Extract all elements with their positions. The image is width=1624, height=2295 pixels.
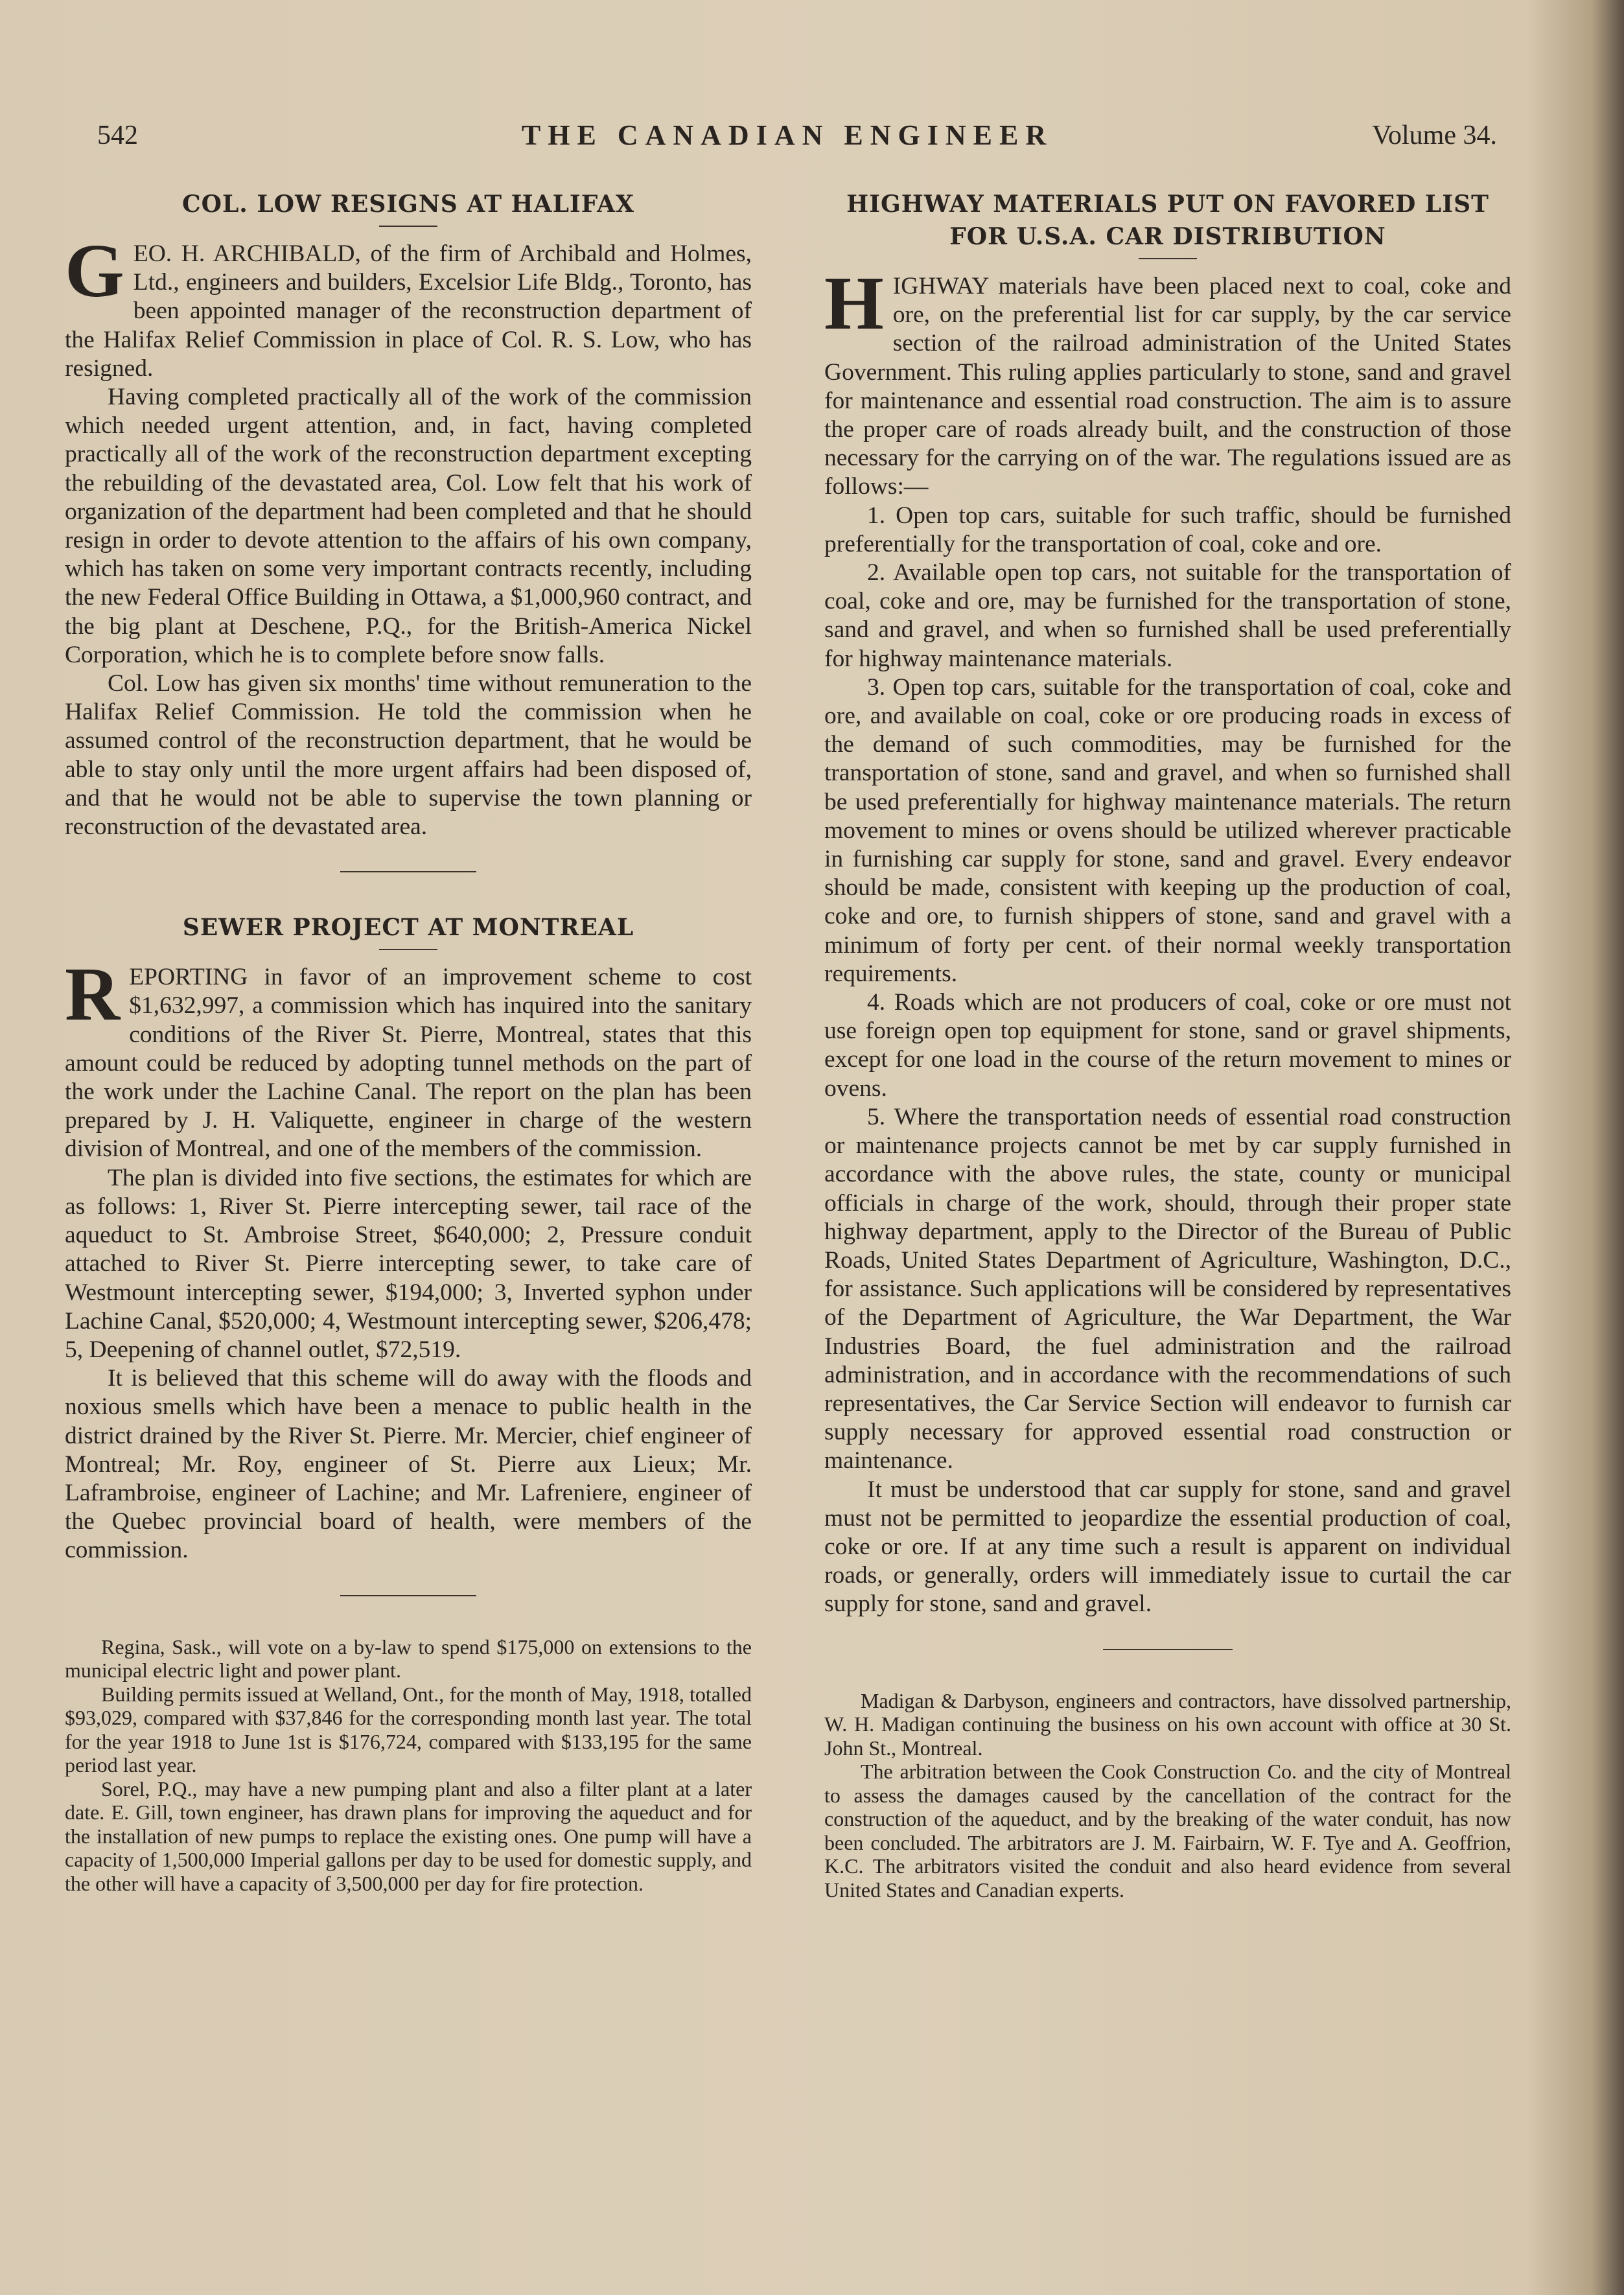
section-divider (1103, 1649, 1233, 1650)
article-low-resigns (65, 188, 752, 841)
news-note: The arbitration between the Cook Construction Co. and the city of Montreal to assess the damages caused by the cancellation of the contract for the construction of the aqueduct, and by the breaking of the water conduit, has now been concluded. The arbitrators are J. M. Fairbairn, W. F. Tye and A. Geoffrion, K.C. The arbitrators visited the conduit and also heard evidence from several United States and Canadian experts. (824, 1760, 1511, 1902)
article-paragraph: It is believed that this scheme will do away with the floods and noxious smells which have been a menace to public health in the district drained by the River St. Pierre. Mr. Mercier, chief engineer of Montreal; Mr. Roy, engineer of St. Pierre aux Lieux; Mr. Laframbroise, engineer of Lachine; and Mr. Lafreniere, engineer of the Quebec provincial board of health, were members of the commission. (65, 1365, 752, 1564)
article-paragraph: HIGHWAY materials have been placed next to coal, coke and ore, on the preferential list for car supply, by the car service section of the railroad administration of the United States Government. This ruling applies particularly to stone, sand and gravel for maintenance and essential road construction. The aim is to assure the proper care of roads already built, and the construction of those necessary for the carrying on of the war. The regulations issued are as follows:— (824, 261, 1511, 500)
section-divider (340, 871, 476, 872)
volume-label: Volume 34. (1372, 121, 1497, 150)
news-note: Building permits issued at Welland, Ont., for the month of May, 1918, totalled $93,029, compared with $37,846 for the corresponding month last year. The total for the year 1918 to June 1st is $176,724, compared with $133,195 for the same period last year. (65, 1682, 752, 1777)
running-header (78, 113, 1497, 159)
section-divider (340, 1595, 476, 1596)
news-note: Madigan & Darbyson, engineers and contractors, have dissolved partnership, W. H. Madigan continuing the business on his own account with office at 30 St. John St., Montreal. (824, 1688, 1511, 1760)
title-rule (379, 949, 437, 950)
regulation-item: 3. Open top cars, suitable for the transportation of coal, coke and ore, and available on coal, coke or ore producing roads in excess of the demand of such commodities, may be furnished for the transportation of stone, sand and gravel, and when so furnished shall be used preferentially for highway maintenance materials. The return movement to mines or ovens should be utilized wherever practicable in furnishing car supply for stone, sand and gravel. Every endeavor should be made, consistent with keeping up the production of coal, coke and ore, to furnish shippers of stone, sand and gravel with a minimum of forty per cent. of their normal weekly transportation requirements. (824, 673, 1511, 987)
page-number: 542 (97, 121, 138, 150)
news-note: Sorel, P.Q., may have a new pumping plant and also a filter plant at a later date. E. Gill, town engineer, has drawn plans for improving the aqueduct and for the installation of new pumps to replace the existing ones. One pump will have a capacity of 1,500,000 Imperial gallons per day to be used for domestic supply, and the other will have a capacity of 3,500,000 per day for fire protection. (65, 1777, 752, 1895)
article-paragraph: REPORTING in favor of an improvement scheme to cost $1,632,997, a commission which has inquired into the sanitary conditions of the River St. Pierre, Montreal, states that this amount could be reduced by adopting tunnel methods on the part of the work under the Lachine Canal. The report on the plan has been prepared by J. H. Valiquette, engineer in charge of the western division of Montreal, and one of the members of the commission. (65, 951, 752, 1163)
news-note: Regina, Sask., will vote on a by-law to spend $175,000 on extensions to the municipal electric light and power plant. (65, 1635, 752, 1683)
regulation-item: 1. Open top cars, suitable for such traffic, should be furnished preferentially for the transportation of coal, coke and ore. (824, 502, 1511, 557)
article-highway-materials (824, 188, 1511, 1619)
article-sewer-project (65, 911, 752, 1565)
regulation-item: 5. Where the transportation needs of essential road construction or maintenance projects cannot be met by car supply furnished in accordance with the above rules, the state, county or municipal officials in charge of the work, should, through their proper state highway department, apply to the Director of the Bureau of Public Roads, United States Department of Agriculture, Washington, D.C., for assistance. Such applications will be considered by representatives of the Department of Agriculture, the War Department, the War Industries Board, the fuel administration and the railroad administration, and in accordance with the recommendations of such representatives, the Car Service Section will endeavor to furnish car supply necessary for approved essential road construction or maintenance. (824, 1103, 1511, 1474)
title-rule (379, 226, 437, 227)
regulation-item: 4. Roads which are not producers of coal, coke or ore must not use foreign open top equipment for stone, sand or gravel shipments, except for one load in the course of the return movement to mines or ovens. (824, 989, 1511, 1102)
left-column (65, 188, 752, 1895)
journal-title: THE CANADIAN ENGINEER (521, 119, 1054, 151)
article-paragraph: The plan is divided into five sections, the estimates for which are as follows: 1, River St. Pierre intercepting sewer, tail race of the aqueduct to St. Ambroise Street, $640,000; 2, Pressure conduit attached to River St. Pierre intercepting sewer, to take care of Westmount intercepting sewer, $194,000; 3, Inverted syphon under Lachine Canal, $520,000; 4, Westmount intercepting sewer, $206,478; 5, Deepening of channel outlet, $72,519. (65, 1164, 752, 1363)
article-paragraph: Col. Low has given six months' time without remuneration to the Halifax Relief Commission. He told the commission when he assumed control of the reconstruction department, that he would be able to stay only until the more urgent affairs had been disposed of, and that he would not be able to supervise the town planning or reconstruction of the devastated area. (65, 670, 752, 841)
article-title: HIGHWAY MATERIALS PUT ON FAVORED LIST FOR U.S.A. CAR DISTRIBUTION (846, 191, 1489, 250)
news-notes-right (824, 1689, 1511, 1902)
drop-cap: G (65, 228, 124, 313)
article-title: SEWER PROJECT AT MONTREAL (182, 914, 634, 942)
regulation-item: 2. Available open top cars, not suitable for the transportation of coal, coke and ore, may be furnished for the transportation of stone, sand and gravel, and when so furnished shall be used preferentially for highway maintenance materials. (824, 559, 1511, 672)
news-notes-left (65, 1635, 752, 1896)
article-title: COL. LOW RESIGNS AT HALIFAX (181, 191, 635, 218)
drop-cap: H (824, 261, 884, 345)
article-paragraph: It must be understood that car supply for stone, sand and gravel must not be permitted to jeopardize the essential production of coal, coke or ore. If at any time such a result is apparent on individual roads, or generally, orders will immediately issue to curtail the car supply for stone, sand and gravel. (824, 1476, 1511, 1618)
drop-cap: R (65, 951, 121, 1037)
title-rule (1139, 258, 1197, 259)
article-paragraph: Having completed practically all of the work of the commission which needed urgent attention, and, in fact, having completed practically all of the work of the reconstruction department excepting the rebuilding of the devastated area, Col. Low felt that his work of organization of the department had been completed and that he should resign in order to devote attention to the affairs of his own company, which has taken on some very important contracts recently, including the new Federal Office Building in Ottawa, a $1,000,960 contract, and the big plant at Deschene, P.Q., for the British-America Nickel Corporation, which he is to complete before snow falls. (65, 384, 752, 668)
right-column (824, 188, 1511, 1902)
article-paragraph: GEO. H. ARCHIBALD, of the firm of Archibald and Holmes, Ltd., engineers and builders, Excelsior Life Bldg., Toronto, has been appointed manager of the reconstruction department of the Halifax Relief Commission in place of Col. R. S. Low, who has resigned. (65, 228, 752, 382)
